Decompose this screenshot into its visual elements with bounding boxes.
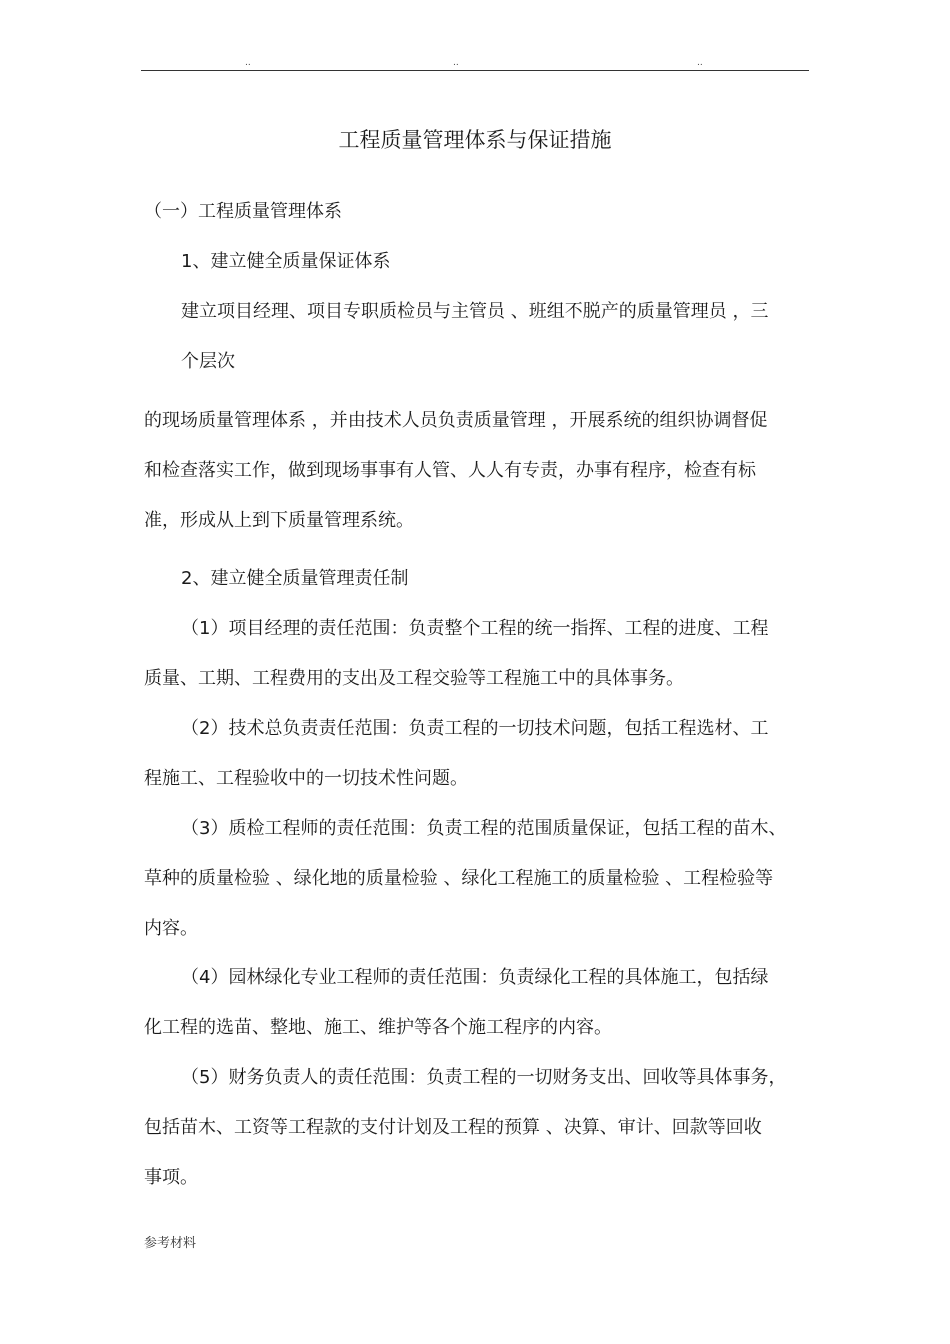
document-title: 工程质量管理体系与保证措施 xyxy=(338,128,612,152)
list-item-line: 包括苗木、工资等工程款的支付计划及工程的预算 、决算、审计、回款等回收 xyxy=(144,1117,762,1138)
list-item-line: 化工程的选苗、整地、施工、维护等各个施工程序的内容。 xyxy=(144,1017,612,1038)
header-mark: .. xyxy=(453,58,459,68)
list-item-line: 程施工、工程验收中的一切技术性问题。 xyxy=(144,768,468,789)
list-item-line: 草种的质量检验 、绿化地的质量检验 、绿化工程施工的质量检验 、工程检验等 xyxy=(144,868,774,889)
list-item-line: 事项。 xyxy=(144,1167,198,1188)
list-item-line: （1）项目经理的责任范围：负责整个工程的统一指挥、工程的进度、工程 xyxy=(181,618,769,639)
subsection-heading: 1、建立健全质量保证体系 xyxy=(181,251,391,272)
list-item-line: （2）技术总负责责任范围：负责工程的一切技术问题，包括工程选材、工 xyxy=(181,718,769,739)
list-item-line: 内容。 xyxy=(144,918,198,939)
section-heading: （一）工程质量管理体系 xyxy=(144,201,342,222)
paragraph-line: 和检查落实工作，做到现场事事有人管、人人有专责，办事有程序，检查有标 xyxy=(144,460,756,481)
paragraph-line: 的现场质量管理体系 ，并由技术人员负责质量管理 ，开展系统的组织协调督促 xyxy=(144,410,768,431)
list-item-line: （3）质检工程师的责任范围：负责工程的范围质量保证，包括工程的苗木、 xyxy=(181,818,787,839)
paragraph-line: 建立项目经理、项目专职质检员与主管员 、班组不脱产的质量管理员 ，三 xyxy=(181,301,769,322)
list-item-line: （5）财务负责人的责任范围：负责工程的一切财务支出、回收等具体事务， xyxy=(181,1067,787,1088)
header-mark: .. xyxy=(697,58,703,68)
paragraph-line: 个层次 xyxy=(181,351,235,372)
header-rule xyxy=(141,70,809,71)
list-item-line: （4）园林绿化专业工程师的责任范围：负责绿化工程的具体施工，包括绿 xyxy=(181,967,769,988)
paragraph-line: 准，形成从上到下质量管理系统。 xyxy=(144,510,414,531)
subsection-heading: 2、建立健全质量管理责任制 xyxy=(181,568,409,589)
list-item-line: 质量、工期、工程费用的支出及工程交验等工程施工中的具体事务。 xyxy=(144,668,684,689)
page-footer: 参考材料 xyxy=(144,1236,197,1251)
header-mark: .. xyxy=(245,58,251,68)
